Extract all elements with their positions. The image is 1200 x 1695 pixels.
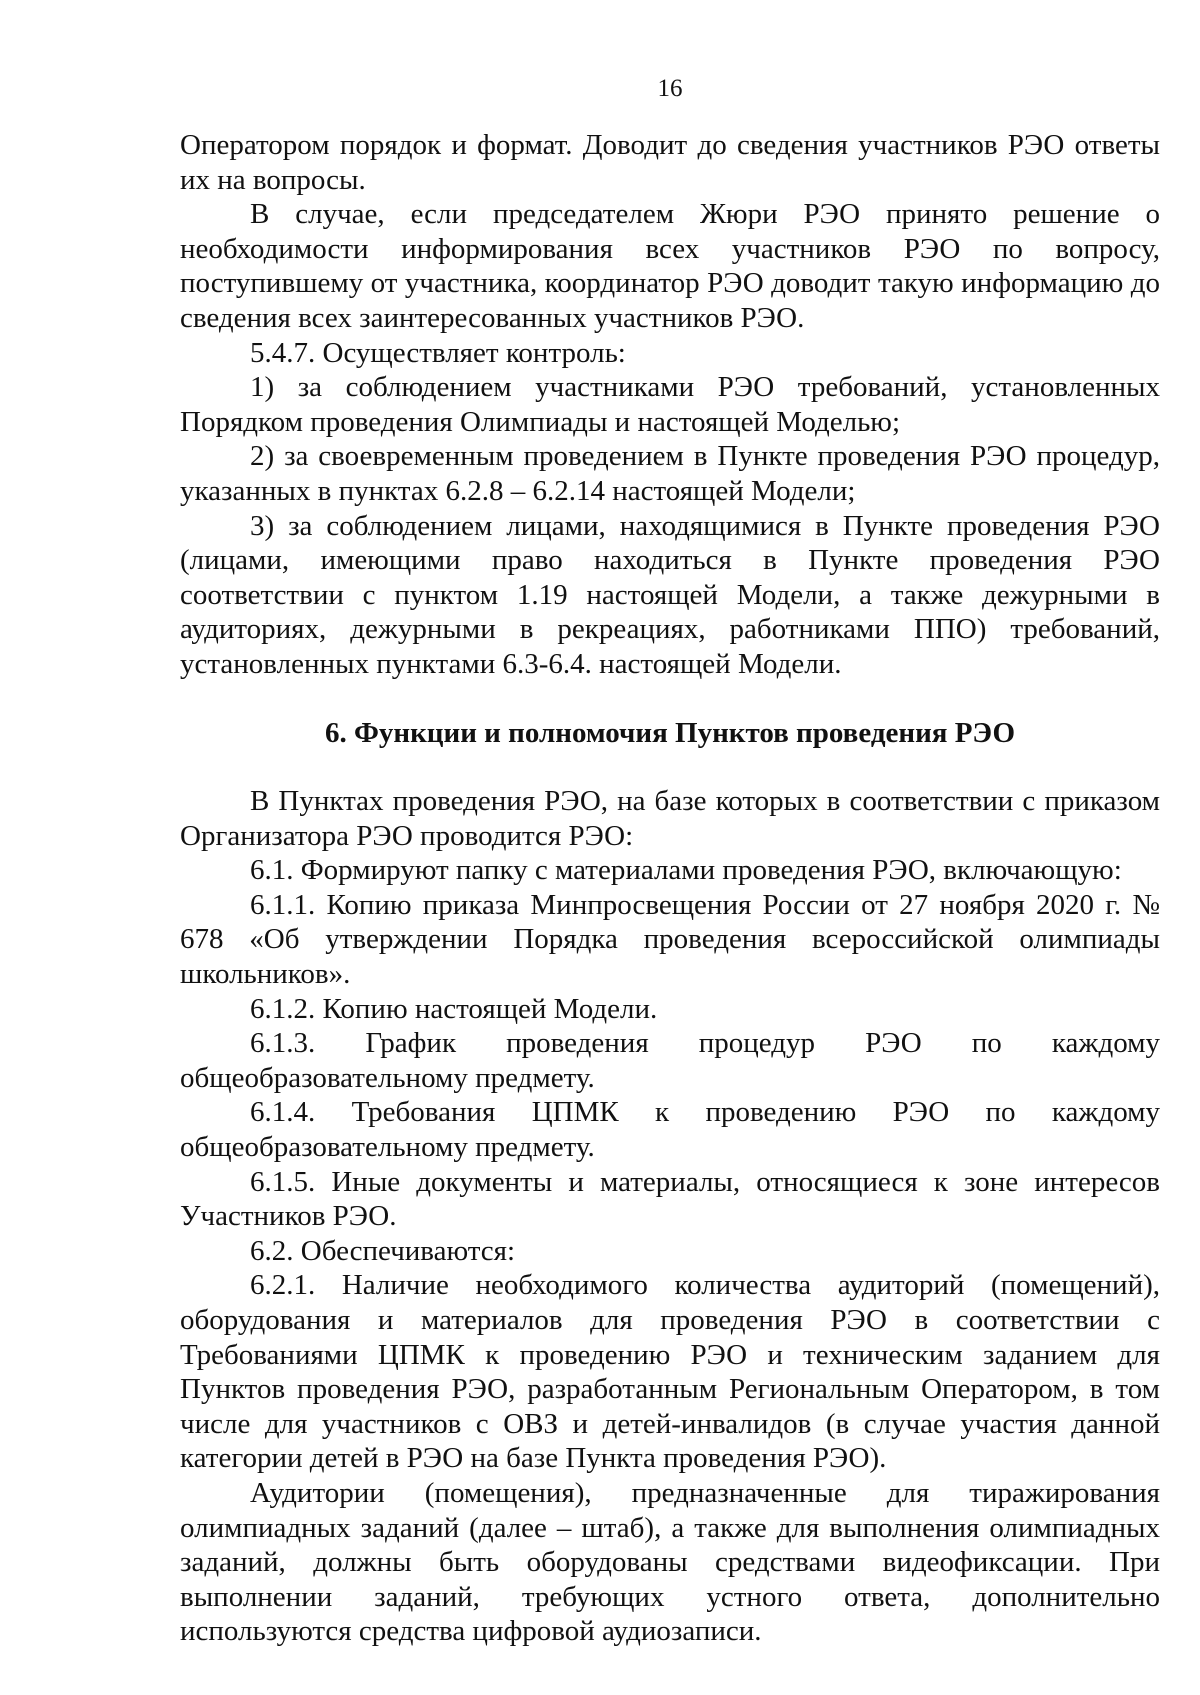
list-item-2: 2) за своевременным проведением в Пункте проведения РЭО процедур, указанных в пунктах 6.2.8 – 6.2.14 настоящей Модели;	[180, 440, 1160, 507]
list-item-1: 1) за соблюдением участниками РЭО требований, установленных Порядком проведения Олимпиады и настоящей Моделью;	[180, 371, 1160, 438]
paragraph-6-1-2: 6.1.2. Копию настоящей Модели.	[250, 992, 658, 1025]
paragraph-5-4-7: 5.4.7. Осуществляет контроль:	[250, 336, 626, 369]
paragraph-6-1-5: 6.1.5. Иные документы и материалы, относящиеся к зоне интересов Участников РЭО.	[180, 1165, 1160, 1233]
paragraph-6-2: 6.2. Обеспечиваются:	[250, 1234, 516, 1267]
document-page	[180, 0, 1160, 1695]
paragraph-intro: В Пунктах проведения РЭО, на базе которых в соответствии с приказом Организатора РЭО проводится РЭО:	[180, 785, 1160, 852]
paragraph-6-2-1: 6.2.1. Наличие необходимого количества аудиторий (помещений), оборудования и материалов для проведения РЭО в соответствии с Требованиями ЦПМК к проведению РЭО и техническим заданием для Пунктов проведения РЭО, разработанным Региональным Оператором, в том числе для участников с ОВЗ и детей-инвалидов (в случае участия данной категории детей в РЭО на базе Пункта проведения РЭО).	[180, 1269, 1160, 1475]
paragraph-6-1-3: 6.1.3. График проведения процедур РЭО по каждому общеобразовательному предмету.	[180, 1027, 1160, 1094]
paragraph-6-1: 6.1. Формируют папку с материалами проведения РЭО, включающую:	[250, 854, 1122, 887]
document-body	[180, 128, 1160, 1649]
paragraph-auditoriums: Аудитории (помещения), предназначенные для тиражирования олимпиадных заданий (далее – штаб), а также для выполнения олимпиадных заданий, должны быть оборудованы средствами видеофиксации. При выполнении заданий, требующих устного ответа, дополнительно используются средства цифровой аудиозаписи.	[180, 1476, 1160, 1648]
paragraph-6-1-1: 6.1.1. Копию приказа Минпросвещения России от 27 ноября 2020 г. № 678 «Об утверждении Порядка проведения всероссийской олимпиады школьников».	[180, 888, 1160, 991]
paragraph-6-1-4: 6.1.4. Требования ЦПМК к проведению РЭО по каждому общеобразовательному предмету.	[180, 1096, 1160, 1164]
page-number: 16	[657, 75, 683, 102]
section-heading: 6. Функции и полномочия Пунктов проведения РЭО	[324, 716, 1016, 749]
paragraph-jury-decision: В случае, если председателем Жюри РЭО принято решение о необходимости информирования всех участников РЭО по вопросу, поступившему от участника, координатор РЭО доводит такую информацию до сведения всех заинтересованных участников РЭО.	[180, 198, 1160, 334]
list-item-3: 3) за соблюдением лицами, находящимися в Пункте проведения РЭО (лицами, имеющими право находиться в Пункте проведения РЭО соответствии с пунктом 1.19 настоящей Модели, а также дежурными в аудиториях, дежурными в рекреациях, работниками ППО) требований, установленных пунктами 6.3-6.4. настоящей Модели.	[180, 509, 1160, 680]
paragraph-continuation: Оператором порядок и формат. Доводит до сведения участников РЭО ответы их на вопросы.	[180, 129, 1160, 196]
